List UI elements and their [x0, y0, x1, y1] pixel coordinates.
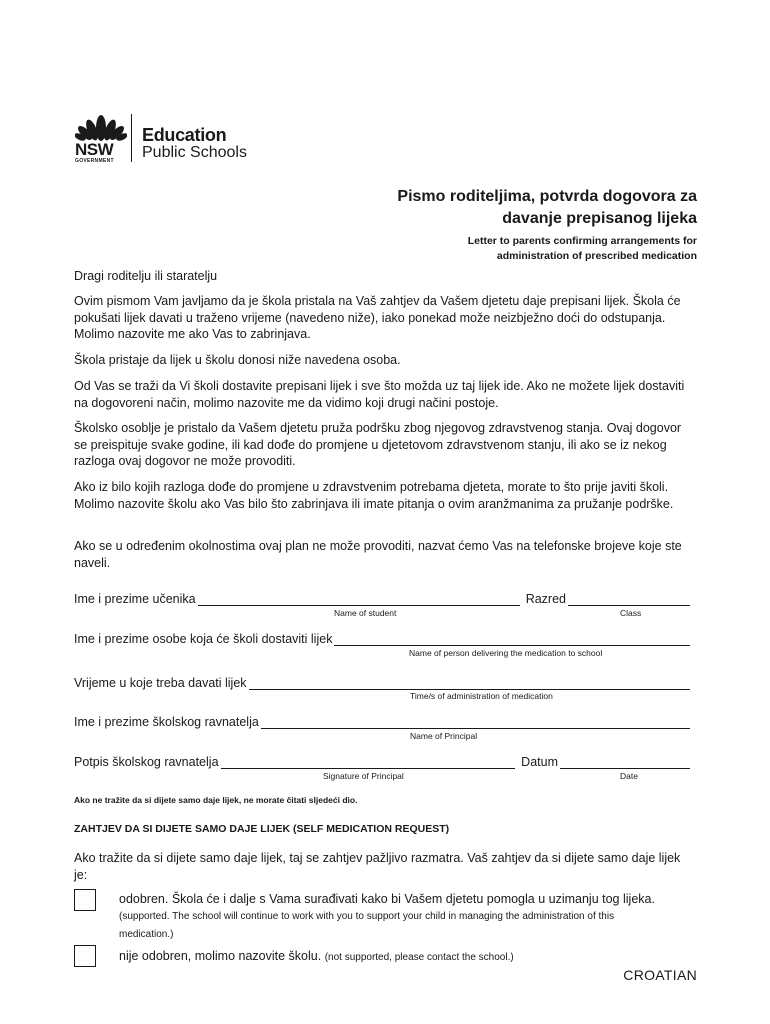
principal-field[interactable]	[261, 717, 690, 729]
paragraph-2: Škola pristaje da lijek u školu donosi niže navedena osoba.	[74, 353, 401, 367]
supported-option	[119, 891, 659, 943]
class-hint: Class	[620, 608, 642, 618]
student-class-row	[74, 592, 692, 606]
logo-nsw-text: NSW	[75, 140, 114, 159]
paragraph-6: Ako se u određenim okolnostima ovaj plan ne može provoditi, nazvat ćemo Vas na telefonske brojeve koje ste naveli.	[74, 539, 682, 570]
logo-public-schools-text: Public Schools	[142, 144, 247, 161]
self-medication-title: ZAHTJEV DA SI DIJETE SAMO DAJE LIJEK (SELF MEDICATION REQUEST)	[74, 823, 450, 835]
time-row	[74, 676, 692, 690]
time-label: Vrijeme u koje treba davati lijek	[74, 676, 247, 690]
principal-label: Ime i prezime školskog ravnatelja	[74, 715, 259, 729]
class-label: Razred	[525, 592, 566, 606]
deliverer-hint: Name of person delivering the medication to school	[409, 648, 603, 658]
logo-government-text: GOVERNMENT	[75, 158, 114, 164]
principal-hint: Name of Principal	[410, 731, 478, 741]
time-field[interactable]	[249, 678, 690, 690]
signature-date-row	[74, 755, 692, 769]
not-supported-option-text: nije odobren, molimo nazovite školu.	[119, 949, 322, 963]
paragraph-3: Od Vas se traži da Vi školi dostavite prepisani lijek i sve što možda uz taj lijek ide. Ako ne možete lijek dostaviti na dogovoreni način, molimo nazovite me da vidimo koji drugi načini postoje.	[74, 379, 685, 410]
student-name-hint: Name of student	[334, 608, 397, 618]
not-supported-option	[119, 948, 659, 966]
logo-education-text: Education	[142, 125, 227, 145]
supported-checkbox[interactable]	[74, 889, 96, 911]
waratah-logo-icon	[75, 110, 127, 166]
not-supported-option-translation: (not supported, please contact the school.)	[324, 952, 514, 963]
self-medication-intro: Ako tražite da si dijete samo daje lijek, taj se zahtjev pažljivo razmatra. Vaš zahtjev da si dijete samo daje lijek je:	[74, 851, 681, 882]
signature-hint: Signature of Principal	[323, 771, 404, 781]
class-field[interactable]	[568, 594, 690, 606]
time-hint: Time/s of administration of medication	[410, 691, 553, 701]
subtitle-line-1: Letter to parents confirming arrangements for	[467, 235, 697, 247]
document-title	[297, 186, 697, 230]
language-label: CROATIAN	[623, 967, 697, 983]
paragraph-4: Školsko osoblje je pristalo da Vašem djetetu pruža podršku zbog njegovog zdravstvenog stanja. Ovaj dogovor se preispituje svake godine, ili kad dođe do promjene u djetetovom zdravstvenom stanju, ili ako se iz nekog razloga ovaj dogovor ne može provoditi.	[74, 421, 682, 468]
student-name-field[interactable]	[198, 594, 520, 606]
document-subtitle	[297, 234, 697, 264]
student-name-label: Ime i prezime učenika	[74, 592, 196, 606]
deliverer-row	[74, 632, 692, 646]
subtitle-line-2: administration of prescribed medication	[496, 250, 697, 262]
paragraph-5: Ako iz bilo kojih razloga dođe do promjene u zdravstvenim potrebama djeteta, morate to što prije javiti školi. Molimo nazovite školu ako Vas bilo što zabrinjava ili imate pitanja o ovim aranžmanima za pružanje podrške.	[74, 480, 674, 511]
supported-option-translation: (supported. The school will continue to work with you to support your child in managing the administration of this medication.)	[119, 911, 615, 940]
paragraph-1: Ovim pismom Vam javljamo da je škola pristala na Vaš zahtjev da Vašem djetetu daje prepisani lijek. Škola će pokušati lijek davati u traženo vrijeme (navedeno niže), iako ponekad može neizbježno doći do odstupanja. Molimo nazovite me ako Vas to zabrinjava.	[74, 294, 681, 341]
supported-option-text: odobren. Škola će i dalje s Vama surađivati kako bi Vašem djetetu pomogla u uzimanju tog lijeka.	[119, 892, 655, 906]
signature-field[interactable]	[221, 757, 516, 769]
principal-row	[74, 715, 692, 729]
signature-label: Potpis školskog ravnatelja	[74, 755, 219, 769]
not-supported-checkbox[interactable]	[74, 945, 96, 967]
logo-wordmark	[142, 126, 247, 162]
deliverer-label: Ime i prezime osobe koja će školi dostaviti lijek	[74, 632, 333, 646]
logo-divider	[131, 114, 132, 162]
title-line-2: davanje prepisanog lijeka	[502, 210, 697, 227]
skip-note: Ako ne tražite da si dijete samo daje lijek, ne morate čitati sljedeći dio.	[74, 795, 358, 805]
date-hint: Date	[620, 771, 638, 781]
title-line-1: Pismo roditeljima, potvrda dogovora za	[397, 188, 697, 205]
deliverer-field[interactable]	[334, 634, 690, 646]
nsw-education-logo	[75, 110, 247, 166]
greeting: Dragi roditelju ili staratelju	[74, 269, 218, 283]
date-label: Datum	[521, 755, 558, 769]
date-field[interactable]	[560, 757, 690, 769]
